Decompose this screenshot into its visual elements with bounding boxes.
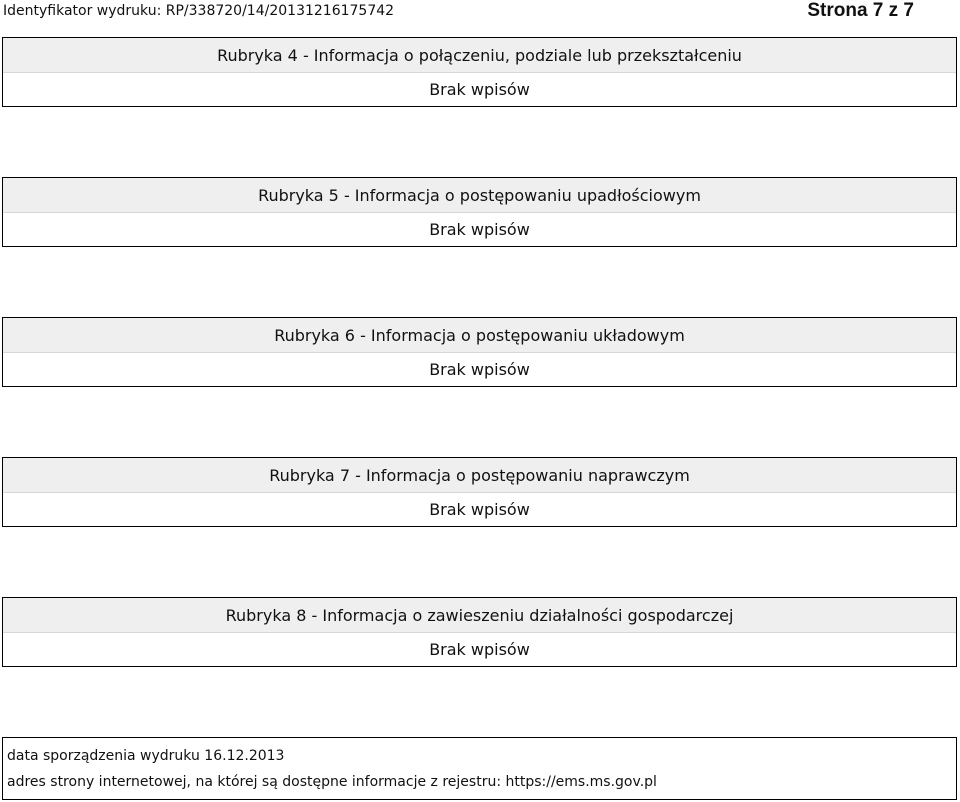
section-content: Brak wpisów: [429, 500, 530, 519]
print-footer: [2, 737, 957, 800]
section-content: Brak wpisów: [429, 80, 530, 99]
section-title: Rubryka 7 - Informacja o postępowaniu naprawczym: [3, 458, 956, 493]
section-content: Brak wpisów: [429, 640, 530, 659]
print-date: data sporządzenia wydruku 16.12.2013: [7, 748, 285, 764]
section-rubryka-7: [2, 457, 957, 527]
section-content: Brak wpisów: [429, 220, 530, 239]
section-title: Rubryka 4 - Informacja o połączeniu, podziale lub przekształceniu: [3, 38, 956, 73]
section-content: Brak wpisów: [429, 360, 530, 379]
page-number: Strona 7 z 7: [807, 0, 914, 21]
section-rubryka-4: [2, 37, 957, 107]
section-rubryka-6: [2, 317, 957, 387]
section-title: Rubryka 6 - Informacja o postępowaniu układowym: [3, 318, 956, 353]
registry-address: adres strony internetowej, na której są dostępne informacje z rejestru: https://ems.ms.gov.pl: [7, 774, 657, 790]
section-title: Rubryka 5 - Informacja o postępowaniu upadłościowym: [3, 178, 956, 213]
section-title: Rubryka 8 - Informacja o zawieszeniu działalności gospodarczej: [3, 598, 956, 633]
section-rubryka-5: [2, 177, 957, 247]
print-identifier: Identyfikator wydruku: RP/338720/14/20131216175742: [3, 3, 395, 19]
section-rubryka-8: [2, 597, 957, 667]
page-header: [0, 0, 960, 24]
